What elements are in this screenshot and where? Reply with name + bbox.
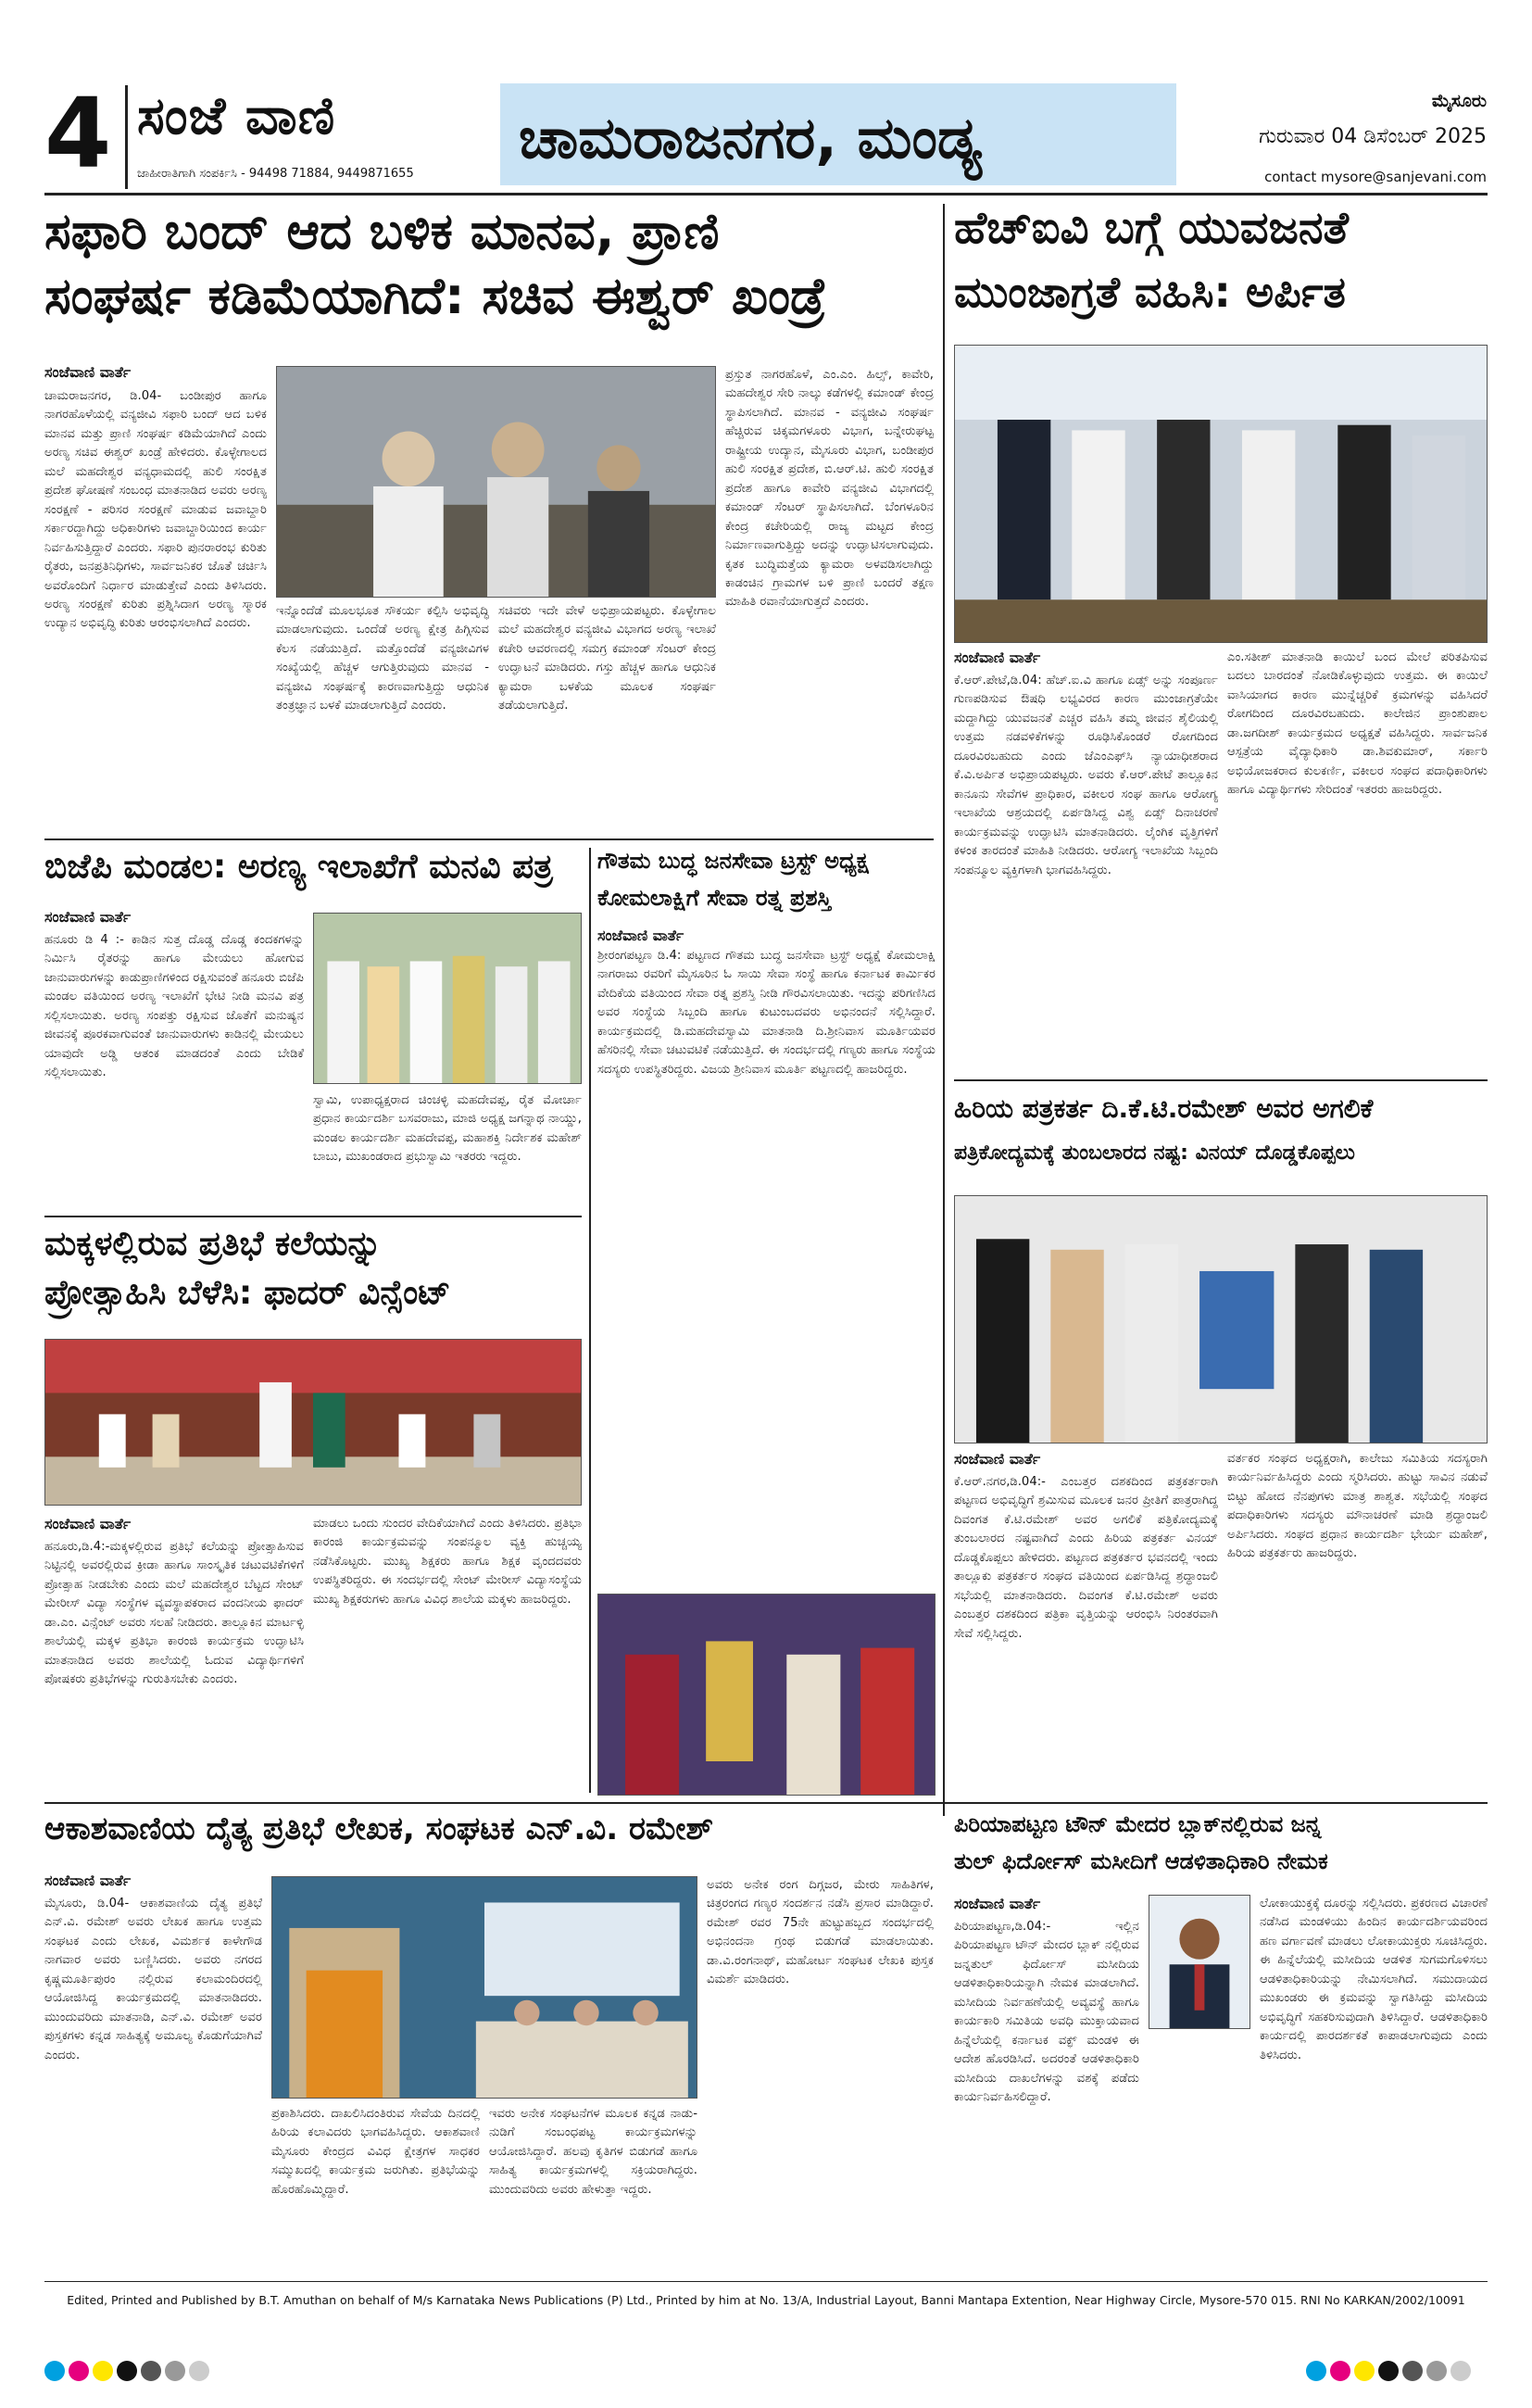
photo-rameshadv-image	[955, 1196, 1487, 1443]
photo-gautama	[597, 1594, 936, 1796]
reg-dot	[165, 2361, 185, 2381]
reg-dot	[69, 2361, 89, 2381]
headline-rameshadv-1: ಹಿರಿಯ ಪತ್ರಕರ್ತ ದಿ.ಕೆ.ಟಿ.ರಮೇಶ್ ಅವರ ಅಗಲಿಕೆ	[954, 1093, 1374, 1124]
photo-safari-image	[277, 367, 715, 597]
photo-children-image	[45, 1340, 581, 1505]
edition-city: ಮೈಸೂರು	[1431, 91, 1487, 111]
reg-dot	[117, 2361, 137, 2381]
body-periyapatna-col1: ಪಿರಿಯಾಪಟ್ಟಣ,ಡಿ.04:- ಇಲ್ಲಿನ ಪಿರಿಯಾಪಟ್ಟಣ ಟೌನ್ ಮೇದರ ಬ್ಲಾಕ್ ನಲ್ಲಿರುವ ಜನ್ನತುಲ್ ಫಿರ್ದೋಸ್ ಮಸೀದಿಯ ಆಡಳಿತಾಧಿಕಾರಿಯನ್ನಾಗಿ ನೇಮಕ ಮಾಡಲಾಗಿದೆ. ಮಸೀದಿಯ ನಿರ್ವಹಣೆಯಲ್ಲಿ ಅವ್ಯವಸ್ಥೆ ಹಾಗೂ ಕಾರ್ಯಕಾರಿ ಸಮಿತಿಯ ಅವಧಿ ಮುಕ್ತಾಯವಾದ ಹಿನ್ನೆಲೆಯಲ್ಲಿ ಕರ್ನಾಟಕ ವಕ್ಫ್ ಮಂಡಳಿ ಈ ಆದೇಶ ಹೊರಡಿಸಿದೆ. ಅದರಂತೆ ಆಡಳಿತಾಧಿಕಾರಿ ಮಸೀದಿಯ ದಾಖಲೆಗಳನ್ನು ವಶಕ್ಕೆ ಪಡೆದು ಕಾರ್ಯನಿರ್ವಹಿಸಲಿದ್ದಾರೆ.	[954, 1920, 1139, 2105]
byline-children: ಸಂಜೆವಾಣಿ ವಾರ್ತೆ	[44, 1515, 132, 1532]
body-hiv-col1: ಕೆ.ಆರ್.ಪೇಟೆ,ಡಿ.04: ಹೆಚ್.ಐ.ವಿ ಹಾಗೂ ಏಡ್ಸ್ ಅನ್ನು ಸಂಪೂರ್ಣ ಗುಣಪಡಿಸುವ ಔಷಧಿ ಲಭ್ಯವಿರದ ಕಾರಣ ಮುಂಜಾಗ್ರತೆಯೇ ಮದ್ದಾಗಿದ್ದು ಯುವಜನತೆ ಎಚ್ಚರ ವಹಿಸಿ ತಮ್ಮ ಜೀವನ ಶೈಲಿಯಲ್ಲಿ ಉತ್ತಮ ನಡವಳಿಕೆಗಳನ್ನು ರೂಢಿಸಿಕೊಂಡರೆ ರೋಗದಿಂದ ದೂರವಿರಬಹುದು ಎಂದು ಜೆಎಂಎಫ್‌ಸಿ ನ್ಯಾಯಾಧೀಶರಾದ ಕೆ.ವಿ.ಅರ್ಪಿತ ಅಭಿಪ್ರಾಯಪಟ್ಟರು. ಅವರು ಕೆ.ಆರ್.ಪೇಟೆ ತಾಲ್ಲೂಕಿನ ಕಾನೂನು ಸೇವೆಗಳ ಪ್ರಾಧಿಕಾರ, ವಕೀಲರ ಸಂಘ ಹಾಗೂ ಆರೋಗ್ಯ ಇಲಾಖೆಯ ಆಶ್ರಯದಲ್ಲಿ ಏರ್ಪಡಿಸಿದ್ದ ವಿಶ್ವ ಏಡ್ಸ್ ದಿನಾಚರಣೆ ಕಾರ್ಯಕ್ರಮವನ್ನು ಉದ್ಘಾಟಿಸಿ ಮಾತನಾಡಿದರು. ಲೈಂಗಿಕ ವೃತ್ತಿಗಳಿಗೆ ಕಳಂಕ ತಾರದಂತೆ ಮಾಹಿತಿ ನೀಡಿದರು. ಆರೋಗ್ಯ ಇಲಾಖೆಯ ಸಿಬ್ಬಂದಿ ಸಂಪನ್ಮೂಲ ವ್ಯಕ್ತಿಗಳಾಗಿ ಭಾಗವಹಿಸಿದ್ದರು.	[954, 674, 1218, 877]
body-safari-col2: ಇನ್ನೊಂದೆಡೆ ಮೂಲಭೂತ ಸೌಕರ್ಯ ಕಲ್ಪಿಸಿ ಅಭಿವೃದ್ಧಿ ಮಾಡಲಾಗುವುದು. ಒಂದೆಡೆ ಅರಣ್ಯ ಕ್ಷೇತ್ರ ಹಿಗ್ಗಿಸುವ ಕೆಲಸ ನಡೆಯುತ್ತಿದೆ. ಮತ್ತೊಂದೆಡೆ ವನ್ಯಜೀವಿಗಳ ಸಂಖ್ಯೆಯಲ್ಲಿ ಹೆಚ್ಚಳ ಆಗುತ್ತಿರುವುದು ಮಾನವ - ವನ್ಯಜೀವಿ ಸಂಘರ್ಷಕ್ಕೆ ಕಾರಣವಾಗುತ್ತಿದ್ದು ಆಧುನಿಕ ತಂತ್ರಜ್ಞಾನ ಬಳಕೆ ಮಾಡಲಾಗುತ್ತಿದೆ ಎಂದರು.	[276, 604, 489, 713]
body-periyapatna-col2: ಲೋಕಾಯುಕ್ತಕ್ಕೆ ದೂರನ್ನು ಸಲ್ಲಿಸಿದರು. ಪ್ರಕರಣದ ವಿಚಾರಣೆ ನಡೆಸಿದ ಮಂಡಳಿಯು ಹಿಂದಿನ ಕಾರ್ಯದರ್ಶಿಯವರಿಂದ ಹಣ ವರ್ಗಾವಣೆ ಮಾಡಲು ಲೋಕಾಯುಕ್ತರು ಸೂಚಿಸಿದ್ದರು. ಈ ಹಿನ್ನೆಲೆಯಲ್ಲಿ ಮಸೀದಿಯ ಆಡಳಿತ ಸುಗಮಗೊಳಿಸಲು ಆಡಳಿತಾಧಿಕಾರಿಯನ್ನು ನೇಮಿಸಲಾಗಿದೆ. ಸಮುದಾಯದ ಮುಖಂಡರು ಈ ಕ್ರಮವನ್ನು ಸ್ವಾಗತಿಸಿದ್ದು ಮಸೀದಿಯ ಅಭಿವೃದ್ಧಿಗೆ ಸಹಕರಿಸುವುದಾಗಿ ತಿಳಿಸಿದ್ದಾರೆ. ಆಡಳಿತಾಧಿಕಾರಿ ಕಾರ್ಯದಲ್ಲಿ ಪಾರದರ್ಶಕತೆ ಕಾಪಾಡಲಾಗುವುದು ಎಂದು ತಿಳಿಸಿದರು.	[1260, 1897, 1488, 2062]
photo-children	[44, 1339, 582, 1506]
body-akashavani-col2: ಪ್ರಕಾಶಿಸಿದರು. ದಾಖಲಿಸಿದಂತಿರುವ ಸೇವೆಯ ದಿನದಲ್ಲಿ ಹಿರಿಯ ಕಲಾವಿದರು ಭಾಗವಹಿಸಿದ್ದರು. ಆಕಾಶವಾಣಿ ಮೈಸೂರು ಕೇಂದ್ರದ ವಿವಿಧ ಕ್ಷೇತ್ರಗಳ ಸಾಧಕರ ಸಮ್ಮುಖದಲ್ಲಿ ಕಾರ್ಯಕ್ರಮ ಜರುಗಿತು. ಪ್ರತಿಭೆಯನ್ನು ಹೊರಹೊಮ್ಮಿದ್ದಾರೆ.	[271, 2107, 480, 2197]
body-safari-col3: ಸಚಿವರು ಇದೇ ವೇಳೆ ಅಭಿಪ್ರಾಯಪಟ್ಟರು. ಕೊಳ್ಳೇಗಾಲ ಮಲೆ ಮಹದೇಶ್ವರ ವನ್ಯಜೀವಿ ವಿಭಾಗದ ಅರಣ್ಯ ಇಲಾಖೆ ಕಚೇರಿ ಆವರಣದಲ್ಲಿ ಸಮಗ್ರ ಕಮಾಂಡ್ ಸೆಂಟರ್ ಕೇಂದ್ರ ಉದ್ಘಾಟನೆ ಮಾಡಿದರು. ಗಸ್ತು ಹೆಚ್ಚಳ ಹಾಗೂ ಆಧುನಿಕ ಕ್ಯಾಮರಾ ಬಳಕೆಯ ಮೂಲಕ ಸಂಘರ್ಷ ತಡೆಯಲಾಗುತ್ತಿದೆ.	[498, 604, 716, 713]
registration-marks-left	[44, 2361, 230, 2383]
masthead-rule	[44, 193, 1488, 195]
byline-gautama: ಸಂಜೆವಾಣಿ ವಾರ್ತೆ	[597, 927, 684, 944]
photo-periyapatna	[1149, 1895, 1250, 2029]
reg-dot	[44, 2361, 65, 2381]
byline-akashavani: ಸಂಜೆವಾಣಿ ವಾರ್ತೆ	[44, 1872, 132, 1889]
body-akashavani-col4: ಅವರು ಅನೇಕ ರಂಗ ದಿಗ್ಗಜರ, ಮೇರು ಸಾಹಿತಿಗಳ, ಚಿತ್ರರಂಗದ ಗಣ್ಯರ ಸಂದರ್ಶನ ನಡೆಸಿ ಪ್ರಸಾರ ಮಾಡಿದ್ದಾರೆ. ರಮೇಶ್ ರವರ 75ನೇ ಹುಟ್ಟುಹಬ್ಬದ ಸಂದರ್ಭದಲ್ಲಿ ಅಭಿನಂದನಾ ಗ್ರಂಥ ಬಿಡುಗಡೆ ಮಾಡಲಾಯಿತು. ಡಾ.ವಿ.ರಂಗನಾಥ್, ಮಹೋರ್ಟ ಸಂಘಟಕ ಲೇಖಕಿ ಪುಸ್ತಕ ವಿಮರ್ಶೆ ಮಾಡಿದರು.	[707, 1878, 934, 1987]
byline-periyapatna: ಸಂಜೆವಾಣಿ ವಾರ್ತೆ	[954, 1895, 1041, 1912]
photo-rameshadv	[954, 1195, 1488, 1444]
edition-date: ಗುರುವಾರ 04 ಡಿಸೆಂಬರ್ 2025	[1259, 125, 1487, 148]
reg-dot	[189, 2361, 209, 2381]
headline-gautama-1: ಗೌತಮ ಬುದ್ಧ ಜನಸೇವಾ ಟ್ರಸ್ಟ್ ಅಧ್ಯಕ್ಷ	[597, 848, 869, 874]
masthead-tagline: ಜಾಹೀರಾತಿಗಾಗಿ ಸಂಪರ್ಕಿಸಿ - 94498 71884, 9449871655	[137, 167, 414, 181]
footer-rule	[44, 2281, 1488, 2282]
rule-safari-bottom	[44, 838, 934, 840]
body-hiv-col2: ಎಂ.ಸತೀಶ್ ಮಾತನಾಡಿ ಕಾಯಿಲೆ ಬಂದ ಮೇಲೆ ಪರಿತಪಿಸುವ ಬದಲು ಬಾರದಂತೆ ನೋಡಿಕೊಳ್ಳುವುದು ಉತ್ತಮ. ಈ ಕಾಯಿಲೆ ವಾಸಿಯಾಗದ ಕಾರಣ ಮುನ್ನೆಚ್ಚರಿಕೆ ಕ್ರಮಗಳನ್ನು ವಹಿಸಿದರೆ ರೋಗದಿಂದ ದೂರವಿರಬಹುದು. ಕಾಲೇಜಿನ ಪ್ರಾಂಶುಪಾಲ ಡಾ.ಜಗದೀಶ್ ಕಾರ್ಯಕ್ರಮದ ಅಧ್ಯಕ್ಷತೆ ವಹಿಸಿದ್ದರು. ಸಾರ್ವಜನಿಕ ಆಸ್ಪತ್ರೆಯ ವೈದ್ಯಾಧಿಕಾರಿ ಡಾ.ಶಿವಕುಮಾರ್, ಸರ್ಕಾರಿ ಅಭಿಯೋಜಕರಾದ ಕುಲಕರ್ಣಿ, ವಕೀಲರ ಸಂಘದ ಪದಾಧಿಕಾರಿಗಳು ಹಾಗೂ ವಿದ್ಯಾರ್ಥಿಗಳು ಸೇರಿದಂತೆ ಇತರರು ಹಾಜರಿದ್ದರು.	[1227, 650, 1488, 798]
registration-marks-right	[1306, 2361, 1491, 2383]
headline-children-1: ಮಕ್ಕಳಲ್ಲಿರುವ ಪ್ರತಿಭೆ ಕಲೆಯನ್ನು	[44, 1225, 382, 1263]
headline-bjp: ಬಿಜೆಪಿ ಮಂಡಲ: ಅರಣ್ಯ ಇಲಾಖೆಗೆ ಮನವಿ ಪತ್ರ	[44, 848, 553, 886]
photo-akashavani	[271, 1876, 697, 2099]
reg-dot	[1306, 2361, 1326, 2381]
body-bjp-col1: ಹನೂರು ಡಿ 4 :- ಕಾಡಿನ ಸುತ್ತ ದೊಡ್ಡ ದೊಡ್ಡ ಕಂದಕಗಳನ್ನು ನಿರ್ಮಿಸಿ ರೈತರನ್ನು ಹಾಗೂ ಮೇಯಲು ಹೋಗುವ ಜಾನುವಾರುಗಳನ್ನು ಕಾಡುಪ್ರಾಣಿಗಳಿಂದ ರಕ್ಷಿಸುವಂತೆ ಹನೂರು ಬಿಜೆಪಿ ಮಂಡಲ ವತಿಯಿಂದ ಅರಣ್ಯ ಇಲಾಖೆಗೆ ಭೇಟಿ ನೀಡಿ ಮನವಿ ಪತ್ರ ಸಲ್ಲಿಸಲಾಯಿತು. ಅರಣ್ಯ ಸಂಪತ್ತು ರಕ್ಷಿಸುವ ಜೊತೆಗೆ ಮನುಷ್ಯನ ಜೀವನಕ್ಕೆ ಪೂರಕವಾಗುವಂತೆ ಜಾನುವಾರುಗಳು ಕಾಡಿನಲ್ಲಿ ಮೇಯಲು ಯಾವುದೇ ಅಡ್ಡಿ ಆತಂಕ ಮಾಡದಂತೆ ಎಂದು ಬೇಡಿಕೆ ಸಲ್ಲಿಸಲಾಯಿತು.	[44, 933, 304, 1080]
headline-safari-2: ಸಂಘರ್ಷ ಕಡಿಮೆಯಾಗಿದೆ: ಸಚಿವ ಈಶ್ವರ್ ಖಂಡ್ರೆ	[44, 267, 826, 325]
photo-gautama-image	[598, 1595, 935, 1795]
byline-hiv: ಸಂಜೆವಾಣಿ ವಾರ್ತೆ	[954, 649, 1041, 666]
byline-safari: ಸಂಜೆವಾಣಿ ವಾರ್ತೆ	[44, 363, 132, 381]
photo-akashavani-image	[272, 1877, 697, 2098]
reg-dot	[1450, 2361, 1471, 2381]
photo-periyapatna-image	[1149, 1896, 1249, 2028]
headline-hiv-1: ಹೆಚ್‌ಐವಿ ಬಗ್ಗೆ ಯುವಜನತೆ	[954, 202, 1349, 254]
byline-rameshadv: ಸಂಜೆವಾಣಿ ವಾರ್ತೆ	[954, 1450, 1041, 1468]
photo-hiv-image	[955, 346, 1487, 642]
headline-hiv-2: ಮುಂಜಾಗ್ರತೆ ವಹಿಸಿ: ಅರ್ಪಿತ	[954, 267, 1346, 317]
rule-bjp-bottom	[44, 1216, 582, 1217]
reg-dot	[1402, 2361, 1423, 2381]
body-bjp-col2: ಸ್ವಾಮಿ, ಉಪಾಧ್ಯಕ್ಷರಾದ ಚಿಂಚಳ್ಳಿ ಮಹದೇವಪ್ಪ, ರೈತ ಮೋರ್ಚಾ ಪ್ರಧಾನ ಕಾರ್ಯದರ್ಶಿ ಬಸವರಾಜು, ಮಾಜಿ ಅಧ್ಯಕ್ಷ ಜಗನ್ನಾಥ ನಾಯ್ಡು, ಮಂಡಲ ಕಾರ್ಯದರ್ಶಿ ಮಹದೇವಪ್ಪ, ಮಹಾಶಕ್ತಿ ನಿರ್ದೇಶಕ ಮಹೇಶ್ ಬಾಬು, ಮುಖಂಡರಾದ ಪ್ರಭುಸ್ವಾಮಿ ಇತರರು ಇದ್ದರು.	[313, 1093, 582, 1165]
footer-imprint: Edited, Printed and Published by B.T. Amuthan on behalf of M/s Karnataka News Publications (P) Ltd., Printed by him at No. 13/A, Industrial Layout, Banni Mantapa Extention, Near Highway Circle, Mysore-570 015. RNI No KARKAN/2002/10091	[67, 2293, 1465, 2307]
body-children-col1: ಹನೂರು,ಡಿ.4:-ಮಕ್ಕಳಲ್ಲಿರುವ ಪ್ರತಿಭೆ ಕಲೆಯನ್ನು ಪ್ರೋತ್ಸಾಹಿಸುವ ನಿಟ್ಟಿನಲ್ಲಿ ಅವರಲ್ಲಿರುವ ಕ್ರೀಡಾ ಹಾಗೂ ಸಾಂಸ್ಕೃತಿಕ ಚಟುವಟಿಕೆಗಳಿಗೆ ಪ್ರೋತ್ಸಾಹ ನೀಡಬೇಕು ಎಂದು ಮಲೆ ಮಹದೇಶ್ವರ ಬೆಟ್ಟದ ಸೇಂಟ್ ಮೇರೀಸ್ ವಿದ್ಯಾ ಸಂಸ್ಥೆಗಳ ವ್ಯವಸ್ಥಾಪಕರಾದ ವಂದನೀಯ ಫಾದರ್ ಡಾ.ಎಂ. ವಿನ್ಸೆಂಟ್ ಅವರು ಸಲಹೆ ನೀಡಿದರು. ತಾಲ್ಲೂಕಿನ ಮಾರ್ಟಳ್ಳಿ ಶಾಲೆಯಲ್ಲಿ ಮಕ್ಕಳ ಪ್ರತಿಭಾ ಕಾರಂಜಿ ಕಾರ್ಯಕ್ರಮ ಉದ್ಘಾಟಿಸಿ ಮಾತನಾಡಿದ ಅವರು ಶಾಲೆಯಲ್ಲಿ ಓದುವ ವಿದ್ಯಾರ್ಥಿಗಳಿಗೆ ಪೋಷಕರು ಪ್ರತಿಭೆಗಳನ್ನು ಗುರುತಿಸಬೇಕು ಎಂದರು.	[44, 1540, 304, 1687]
reg-dot	[1378, 2361, 1399, 2381]
body-rameshadv-col1: ಕೆ.ಆರ್.ನಗರ,ಡಿ.04:- ಎಂಬತ್ತರ ದಶಕದಿಂದ ಪತ್ರಕರ್ತರಾಗಿ ಪಟ್ಟಣದ ಅಭಿವೃದ್ಧಿಗೆ ಶ್ರಮಿಸುವ ಮೂಲಕ ಜನರ ಪ್ರೀತಿಗೆ ಪಾತ್ರರಾಗಿದ್ದ ದಿವಂಗತ ಕೆ.ಟಿ.ರಮೇಶ್ ಅವರ ಅಗಲಿಕೆ ಪತ್ರಿಕೋದ್ಯಮಕ್ಕೆ ತುಂಬಲಾರದ ನಷ್ಟವಾಗಿದೆ ಎಂದು ಹಿರಿಯ ಪತ್ರಕರ್ತ ವಿನಯ್ ದೊಡ್ಡಕೊಪ್ಪಲು ಹೇಳಿದರು. ಪಟ್ಟಣದ ಪತ್ರಕರ್ತರ ಭವನದಲ್ಲಿ ಇಂದು ತಾಲ್ಲೂಕು ಪತ್ರಕರ್ತರ ಸಂಘದ ವತಿಯಿಂದ ಏರ್ಪಡಿಸಿದ್ದ ಶ್ರದ್ಧಾಂಜಲಿ ಸಭೆಯಲ್ಲಿ ಮಾತನಾಡಿದರು. ದಿವಂಗತ ಕೆ.ಟಿ.ರಮೇಶ್ ಅವರು ಎಂಬತ್ತರ ದಶಕದಿಂದ ಪತ್ರಿಕಾ ವೃತ್ತಿಯನ್ನು ಆರಂಭಿಸಿ ನಿರಂತರವಾಗಿ ಸೇವೆ ಸಲ್ಲಿಸಿದ್ದರು.	[954, 1475, 1218, 1641]
reg-dot	[93, 2361, 113, 2381]
body-rameshadv-col2: ವರ್ತಕರ ಸಂಘದ ಅಧ್ಯಕ್ಷರಾಗಿ, ಕಾಲೇಜು ಸಮಿತಿಯ ಸದಸ್ಯರಾಗಿ ಕಾರ್ಯನಿರ್ವಹಿಸಿದ್ದರು ಎಂದು ಸ್ಮರಿಸಿದರು. ಹುಟ್ಟು ಸಾವಿನ ನಡುವೆ ಬಿಟ್ಟು ಹೋದ ನೆನಪುಗಳು ಮಾತ್ರ ಶಾಶ್ವತ. ಸಭೆಯಲ್ಲಿ ಸಂಘದ ಪದಾಧಿಕಾರಿಗಳು ಸದಸ್ಯರು ಮೌನಾಚರಣೆ ಮಾಡಿ ಶ್ರದ್ಧಾಂಜಲಿ ಅರ್ಪಿಸಿದರು. ಸಂಘದ ಪ್ರಧಾನ ಕಾರ್ಯದರ್ಶಿ ಭೇರ್ಯ ಮಹೇಶ್, ಹಿರಿಯ ಪತ್ರಕರ್ತರು ಹಾಜರಿದ್ದರು.	[1227, 1452, 1488, 1561]
edition-title: ಚಾಮರಾಜನಗರ, ಮಂಡ್ಯ	[519, 104, 982, 171]
contact-email: contact mysore@sanjevani.com	[1264, 169, 1487, 185]
reg-dot	[1354, 2361, 1375, 2381]
body-akashavani-col1: ಮೈಸೂರು, ಡಿ.04- ಆಕಾಶವಾಣಿಯ ದೈತ್ಯ ಪ್ರತಿಭೆ ಎನ್.ವಿ. ರಮೇಶ್ ಅವರು ಲೇಖಕ ಹಾಗೂ ಉತ್ತಮ ಸಂಘಟಕ ಎಂದು ಲೇಖಕ, ವಿಮರ್ಶಕ ಕಾಳೇಗೌಡ ನಾಗವಾರ ಅವರು ಬಣ್ಣಿಸಿದರು. ಅವರು ನಗರದ ಕೃಷ್ಣಮೂರ್ತಿಪುರಂ ನಲ್ಲಿರುವ ಕಲಾಮಂದಿರದಲ್ಲಿ ಆಯೋಜಿಸಿದ್ದ ಕಾರ್ಯಕ್ರಮದಲ್ಲಿ ಮಾತನಾಡಿದರು. ಮುಂದುವರಿದು ಮಾತನಾಡಿ, ಎನ್.ವಿ. ರಮೇಶ್ ಅವರ ಪುಸ್ತಕಗಳು ಕನ್ನಡ ಸಾಹಿತ್ಯಕ್ಕೆ ಅಮೂಲ್ಯ ಕೊಡುಗೆಯಾಗಿವೆ ಎಂದರು.	[44, 1897, 262, 2062]
rule-hiv-bottom	[954, 1079, 1488, 1081]
headline-rameshadv-2: ಪತ್ರಿಕೋದ್ಯಮಕ್ಕೆ ತುಂಬಲಾರದ ನಷ್ಟ: ವಿನಯ್ ದೊಡ್ಡಕೊಪ್ಪಲು	[954, 1141, 1355, 1165]
photo-safari	[276, 366, 716, 598]
photo-bjp-image	[314, 914, 581, 1083]
reg-dot	[1426, 2361, 1447, 2381]
page-number: 4	[44, 85, 128, 187]
reg-dot	[1330, 2361, 1350, 2381]
headline-periyapatna-2: ತುಲ್ ಫಿರ್ದೋಸ್ ಮಸೀದಿಗೆ ಆಡಳಿತಾಧಿಕಾರಿ ನೇಮಕ	[954, 1848, 1328, 1874]
rule-lower-band	[44, 1802, 1488, 1804]
headline-safari-1: ಸಫಾರಿ ಬಂದ್ ಆದ ಬಳಿಕ ಮಾನವ, ಪ್ರಾಣಿ	[44, 202, 720, 260]
byline-bjp: ಸಂಜೆವಾಣಿ ವಾರ್ತೆ	[44, 908, 132, 926]
column-divider-mid	[589, 848, 591, 1793]
headline-children-2: ಪ್ರೋತ್ಸಾಹಿಸಿ ಬೆಳೆಸಿ: ಫಾದರ್ ವಿನ್ಸೆಂಟ್	[44, 1274, 451, 1312]
body-children-col2: ಮಾಡಲು ಒಂದು ಸುಂದರ ವೇದಿಕೆಯಾಗಿದೆ ಎಂದು ತಿಳಿಸಿದರು. ಪ್ರತಿಭಾ ಕಾರಂಜಿ ಕಾರ್ಯಕ್ರಮವನ್ನು ಸಂಪನ್ಮೂಲ ವ್ಯಕ್ತಿ ಹುಚ್ಚಯ್ಯ ನಡೆಸಿಕೊಟ್ಟರು. ಮುಖ್ಯ ಶಿಕ್ಷಕರು ಹಾಗೂ ಶಿಕ್ಷಕ ವೃಂದದವರು ಉಪಸ್ಥಿತರಿದ್ದರು. ಈ ಸಂದರ್ಭದಲ್ಲಿ ಸೇಂಟ್ ಮೇರೀಸ್ ವಿದ್ಯಾಸಂಸ್ಥೆಯ ಮುಖ್ಯ ಶಿಕ್ಷಕರುಗಳು ಹಾಗೂ ವಿವಿಧ ಶಾಲೆಯ ಮಕ್ಕಳು ಹಾಜರಿದ್ದರು.	[313, 1517, 582, 1607]
reg-dot	[141, 2361, 161, 2381]
column-divider-main	[943, 204, 945, 1816]
body-akashavani-col3: ಇವರು ಅನೇಕ ಸಂಘಟನೆಗಳ ಮೂಲಕ ಕನ್ನಡ ನಾಡು-ನುಡಿಗೆ ಸಂಬಂಧಪಟ್ಟ ಕಾರ್ಯಕ್ರಮಗಳನ್ನು ಆಯೋಜಿಸಿದ್ದಾರೆ. ಹಲವು ಕೃತಿಗಳ ಬಿಡುಗಡೆ ಹಾಗೂ ಸಾಹಿತ್ಯ ಕಾರ್ಯಕ್ರಮಗಳಲ್ಲಿ ಸಕ್ರಿಯರಾಗಿದ್ದರು. ಮುಂದುವರಿದು ಅವರು ಹೇಳುತ್ತಾ ಇದ್ದರು.	[489, 2107, 697, 2197]
photo-bjp	[313, 913, 582, 1084]
masthead-divider	[125, 85, 128, 189]
body-safari-col4: ಪ್ರಸ್ತುತ ನಾಗರಹೊಳೆ, ಎಂ.ಎಂ. ಹಿಲ್ಸ್, ಕಾವೇರಿ, ಮಹದೇಶ್ವರ ಸೇರಿ ನಾಲ್ಕು ಕಡೆಗಳಲ್ಲಿ ಕಮಾಂಡ್ ಕೇಂದ್ರ ಸ್ಥಾಪಿಸಲಾಗಿದೆ. ಮಾನವ - ವನ್ಯಜೀವಿ ಸಂಘರ್ಷ ಹೆಚ್ಚಿರುವ ಚಿಕ್ಕಮಗಳೂರು ವಿಭಾಗ, ಬನ್ನೇರುಘಟ್ಟ ರಾಷ್ಟ್ರೀಯ ಉದ್ಯಾನ, ಮೈಸೂರು ವಿಭಾಗ, ಬಂಡೀಪುರ ಹುಲಿ ಸಂರಕ್ಷಿತ ಪ್ರದೇಶ, ಬಿ.ಆರ್.ಟಿ. ಹುಲಿ ಸಂರಕ್ಷಿತ ಪ್ರದೇಶ ಹಾಗೂ ಕಾವೇರಿ ವನ್ಯಜೀವಿ ವಿಭಾಗದಲ್ಲಿ ಕಮಾಂಡ್ ಸೆಂಟರ್ ಸ್ಥಾಪಿಸಲಾಗಿದೆ. ಬೆಂಗಳೂರಿನ ಕೇಂದ್ರ ಕಚೇರಿಯಲ್ಲಿ ರಾಜ್ಯ ಮಟ್ಟದ ಕೇಂದ್ರ ನಿರ್ಮಾಣವಾಗುತ್ತಿದ್ದು ಅದನ್ನು ಉದ್ಘಾಟಿಸಲಾಗುವುದು. ಕೃತಕ ಬುದ್ಧಿಮತ್ತೆಯ ಕ್ಯಾಮರಾ ಅಳವಡಿಸಲಾಗಿದ್ದು ಕಾಡಂಚಿನ ಗ್ರಾಮಗಳ ಬಳಿ ಪ್ರಾಣಿ ಬಂದರೆ ತಕ್ಷಣ ಮಾಹಿತಿ ರವಾನೆಯಾಗುತ್ತದೆ ಎಂದರು.	[725, 368, 934, 610]
masthead-logo: ಸಂಜೆ ವಾಣಿ	[137, 85, 336, 146]
photo-hiv	[954, 345, 1488, 643]
body-gautama: ಶ್ರೀರಂಗಪಟ್ಟಣ ಡಿ.4: ಪಟ್ಟಣದ ಗೌತಮ ಬುದ್ಧ ಜನಸೇವಾ ಟ್ರಸ್ಟ್ ಅಧ್ಯಕ್ಷೆ ಕೋಮಲಾಕ್ಷಿ ನಾಗರಾಜು ರವರಿಗೆ ಮೈಸೂರಿನ ಓ ಸಾಯಿ ಸೇವಾ ಸಂಸ್ಥೆ ಹಾಗೂ ಕರ್ನಾಟಕ ಕಾರ್ಮಿಕರ ವೇದಿಕೆಯ ವತಿಯಿಂದ ಸೇವಾ ರತ್ನ ಪ್ರಶಸ್ತಿ ನೀಡಿ ಗೌರವಿಸಲಾಯಿತು. ಇದನ್ನು ಪರಿಗಣಿಸಿದ ಅವರ ಸಂಸ್ಥೆಯ ಸಿಬ್ಬಂದಿ ಹಾಗೂ ಕುಟುಂಬದವರು ಅಭಿನಂದನೆ ಸಲ್ಲಿಸಿದ್ದಾರೆ. ಕಾರ್ಯಕ್ರಮದಲ್ಲಿ ಡಿ.ಮಹದೇವಸ್ವಾಮಿ ಮಾತನಾಡಿ ದಿ.ಶ್ರೀನಿವಾಸ ಮೂರ್ತಿಯವರ ಹೆಸರಿನಲ್ಲಿ ಸೇವಾ ಚಟುವಟಿಕೆ ನಡೆಯುತ್ತಿದೆ. ಈ ಸಂದರ್ಭದಲ್ಲಿ ಗಣ್ಯರು ಹಾಗೂ ಸಂಸ್ಥೆಯ ಸದಸ್ಯರು ಉಪಸ್ಥಿತರಿದ್ದರು. ವಿಜಯ ಶ್ರೀನಿವಾಸ ಮೂರ್ತಿ ಪಟ್ಟಣದಲ್ಲಿ ಹಾಜರಿದ್ದರು.	[597, 949, 936, 1077]
headline-periyapatna-1: ಪಿರಿಯಾಪಟ್ಟಣ ಟೌನ್ ಮೇದರ ಬ್ಲಾಕ್‌ನಲ್ಲಿರುವ ಜನ್ನ	[954, 1811, 1322, 1837]
headline-gautama-2: ಕೋಮಲಾಕ್ಷಿಗೆ ಸೇವಾ ರತ್ನ ಪ್ರಶಸ್ತಿ	[597, 885, 832, 911]
headline-akashavani: ಆಕಾಶವಾಣಿಯ ದೈತ್ಯ ಪ್ರತಿಭೆ ಲೇಖಕ, ಸಂಘಟಕ ಎನ್.ವಿ. ರಮೇಶ್	[44, 1810, 714, 1847]
body-safari-col1: ಚಾಮರಾಜನಗರ, ಡಿ.04- ಬಂಡೀಪುರ ಹಾಗೂ ನಾಗರಹೊಳೆಯಲ್ಲಿ ವನ್ಯಜೀವಿ ಸಫಾರಿ ಬಂದ್ ಆದ ಬಳಿಕ ಮಾನವ ಮತ್ತು ಪ್ರಾಣಿ ಸಂಘರ್ಷ ಕಡಿಮೆಯಾಗಿದೆ ಎಂದು ಅರಣ್ಯ ಸಚಿವ ಈಶ್ವರ್ ಖಂಡ್ರೆ ಹೇಳಿದರು. ಕೊಳ್ಳೇಗಾಲದ ಮಲೆ ಮಹದೇಶ್ವರ ವನ್ಯಧಾಮದಲ್ಲಿ ಹುಲಿ ಸಂರಕ್ಷಿತ ಪ್ರದೇಶ ಘೋಷಣೆ ಸಂಬಂಧ ಮಾತನಾಡಿದ ಅವರು ಅರಣ್ಯ ಸಂರಕ್ಷಣೆ - ಪರಿಸರ ಸಂರಕ್ಷಣೆ ಮಾಡುವ ಜವಾಬ್ದಾರಿ ಸರ್ಕಾರದ್ದಾಗಿದ್ದು ಅಧಿಕಾರಿಗಳು ಜವಾಬ್ದಾರಿಯಿಂದ ಕಾರ್ಯ ನಿರ್ವಹಿಸುತ್ತಿದ್ದಾರೆ ಎಂದರು. ಸಫಾರಿ ಪುನರಾರಂಭ ಕುರಿತು ರೈತರು, ಜನಪ್ರತಿನಿಧಿಗಳು, ಸಾರ್ವಜನಿಕರ ಜೊತೆ ಚರ್ಚಿಸಿ ಅವರೊಂದಿಗೆ ನಿರ್ಧಾರ ಮಾಡುತ್ತೇವೆ ಎಂದು ತಿಳಿಸಿದರು. ಅರಣ್ಯ ಸಂರಕ್ಷಣೆ ಕುರಿತು ಪ್ರಶ್ನಿಸಿದಾಗ ಅರಣ್ಯ ಸ್ಮಾರಕ ಉದ್ಯಾನ ಅಭಿವೃದ್ಧಿ ಕುರಿತು ಆರಂಭಿಸಲಾಗಿದೆ ಎಂದರು.	[44, 389, 267, 631]
